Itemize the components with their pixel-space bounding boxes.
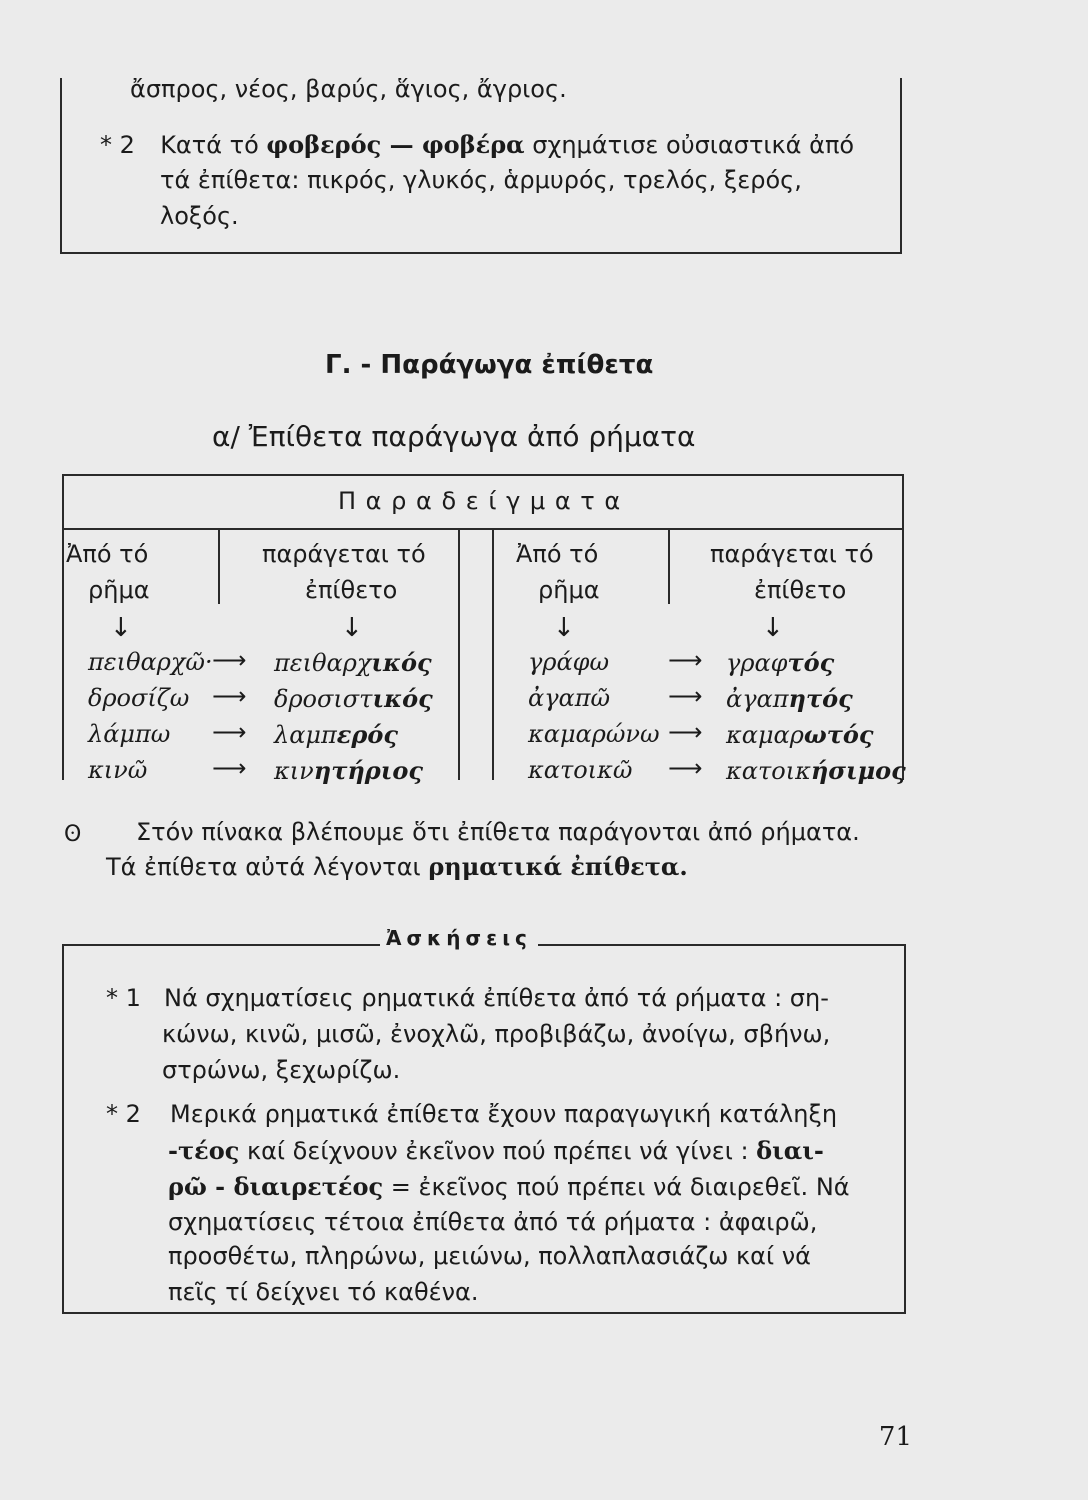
derived-adjective: [274, 720, 398, 749]
row-arrow: ⟶: [668, 718, 703, 746]
text: Τά ἐπίθετα αὐτά λέγονται: [106, 853, 429, 881]
exercise-1-line-2: κώνω, κινῶ, μισῶ, ἐνοχλῶ, προβιβάζω, ἀνοίγω, σβήνω,: [162, 1020, 831, 1048]
stem: καμαρ: [726, 721, 804, 749]
header-derived: παράγεται τό: [262, 540, 426, 568]
table-row: [88, 684, 189, 712]
stem: πειθαρχ: [274, 649, 372, 677]
row-arrow: ⟶: [212, 754, 247, 782]
stem: λαμπ: [274, 721, 337, 749]
verb: ἀγαπῶ: [528, 684, 611, 712]
row-arrow: ⟶: [668, 682, 703, 710]
table-divider: [492, 528, 494, 780]
exercise-2-line-1: Μερικά ρηματικά ἐπίθετα ἔχουν παραγωγική κατάληξη: [170, 1100, 838, 1128]
header-derived: παράγεται τό: [710, 540, 874, 568]
verb: λάμπω: [88, 720, 171, 748]
bold-suffix: -τέος: [168, 1136, 240, 1165]
text: = ἐκεῖνος πού πρέπει νά διαιρεθεῖ. Νά: [383, 1173, 850, 1201]
ending: ητήριος: [313, 756, 423, 785]
derived-adjective: [726, 756, 906, 785]
exercise-2-line-1: [100, 130, 854, 159]
stem: κατοικ: [726, 757, 811, 785]
row-arrow: ⟶: [668, 646, 703, 674]
exercise-1-line-1: Νά σχηματίσεις ρηματικά ἐπίθετα ἀπό τά ρήματα : ση-: [164, 984, 829, 1012]
exercises-title: Ἀσκήσεις: [380, 926, 538, 950]
row-arrow: ⟶: [212, 718, 247, 746]
down-arrow-icon: ↓: [553, 613, 575, 643]
verb: πειθαρχῶ·: [88, 648, 213, 676]
exercise-2-line-3: λοξός.: [160, 202, 239, 230]
page-number: 71: [878, 1422, 912, 1452]
stem: κιν: [274, 757, 314, 785]
table-divider: [458, 528, 460, 780]
exercise-2-marker: * 2: [106, 1100, 141, 1128]
table-border-right: [902, 528, 904, 780]
derived-adjective: [726, 648, 834, 677]
table-row: [88, 756, 147, 784]
header-from-verb: Ἀπό τό: [66, 540, 149, 568]
derived-adjective: [274, 756, 423, 785]
note-symbol-icon: ʘ: [64, 822, 82, 847]
stem: δροσιστ: [274, 685, 373, 713]
exercise-1-marker: * 1: [106, 984, 141, 1012]
header-adjective: ἐπίθετο: [754, 576, 847, 604]
row-arrow: ⟶: [212, 682, 247, 710]
exercise-2-line-2: τά ἐπίθετα: πικρός, γλυκός, ἁρμυρός, τρελός, ξερός,: [160, 166, 802, 194]
exercise-1-line-3: στρώνω, ξεχωρίζω.: [162, 1056, 401, 1084]
note-line-1: Στόν πίνακα βλέπουμε ὅτι ἐπίθετα παράγονται ἀπό ρήματα.: [136, 818, 860, 846]
table-row: [88, 648, 213, 676]
ending: ικός: [371, 648, 432, 677]
bold-example: ρῶ - διαιρετέος: [168, 1172, 384, 1201]
ending: ήσιμος: [810, 756, 906, 785]
row-arrow: ⟶: [668, 754, 703, 782]
exercise-2-line-3: [168, 1172, 850, 1201]
ending: ερός: [336, 720, 398, 749]
ending: ητός: [788, 684, 853, 713]
bold-example: φοβερός — φοβέρα: [266, 130, 525, 159]
bold-term: ρηματικά ἐπίθετα.: [428, 852, 688, 881]
bold-example: διαι-: [756, 1136, 824, 1165]
exercise-marker: * 2: [100, 131, 135, 159]
verb: κατοικῶ: [528, 756, 633, 784]
table-border-left: [62, 528, 64, 780]
verb: κινῶ: [88, 756, 148, 784]
row-arrow: ⟶: [212, 646, 247, 674]
header-from-verb: Ἀπό τό: [516, 540, 599, 568]
derived-adjective: [274, 648, 432, 677]
text: Κατά τό: [160, 131, 267, 159]
verb: γράφω: [528, 648, 610, 676]
section-subtitle: α/ Ἐπίθετα παράγωγα ἀπό ρήματα: [212, 420, 696, 453]
ending: τός: [787, 648, 835, 677]
text: καί δείχνουν ἐκεῖνον πού πρέπει νά γίνει :: [239, 1137, 757, 1165]
down-arrow-icon: ↓: [110, 613, 132, 643]
header-verb: ρῆμα: [88, 576, 150, 604]
table-caption: Π α ρ α δ ε ί γ μ α τ α: [338, 487, 622, 515]
verb: δροσίζω: [88, 684, 190, 712]
note-line-2: [106, 852, 688, 881]
stem: γραφ: [726, 649, 788, 677]
adjective-list-line: ἄσπρος, νέος, βαρύς, ἅγιος, ἄγριος.: [130, 75, 567, 103]
exercise-2-line-5: προσθέτω, πληρώνω, μειώνω, πολλαπλασιάζω καί νά: [168, 1242, 811, 1270]
derived-adjective: [726, 720, 873, 749]
text: σχημάτισε οὐσιαστικά ἀπό: [524, 131, 855, 159]
stem: ἀγαπ: [726, 685, 789, 713]
verb: καμαρώνω: [528, 720, 660, 748]
header-verb: ρῆμα: [538, 576, 600, 604]
table-divider: [218, 528, 220, 604]
table-divider: [668, 528, 670, 604]
header-adjective: ἐπίθετο: [305, 576, 398, 604]
table-row: [88, 720, 170, 748]
section-title: Γ. - Παράγωγα ἐπίθετα: [325, 350, 654, 380]
exercise-2-line-4: σχηματίσεις τέτοια ἐπίθετα ἀπό τά ρήματα : ἀφαιρῶ,: [168, 1208, 818, 1236]
ending: ικός: [372, 684, 433, 713]
down-arrow-icon: ↓: [341, 613, 363, 643]
ending: ωτός: [803, 720, 874, 749]
derived-adjective: [726, 684, 853, 713]
derived-adjective: [274, 684, 433, 713]
down-arrow-icon: ↓: [762, 613, 784, 643]
exercise-2-line-2: [168, 1136, 824, 1165]
exercise-2-line-6: πεῖς τί δείχνει τό καθένα.: [168, 1278, 479, 1306]
